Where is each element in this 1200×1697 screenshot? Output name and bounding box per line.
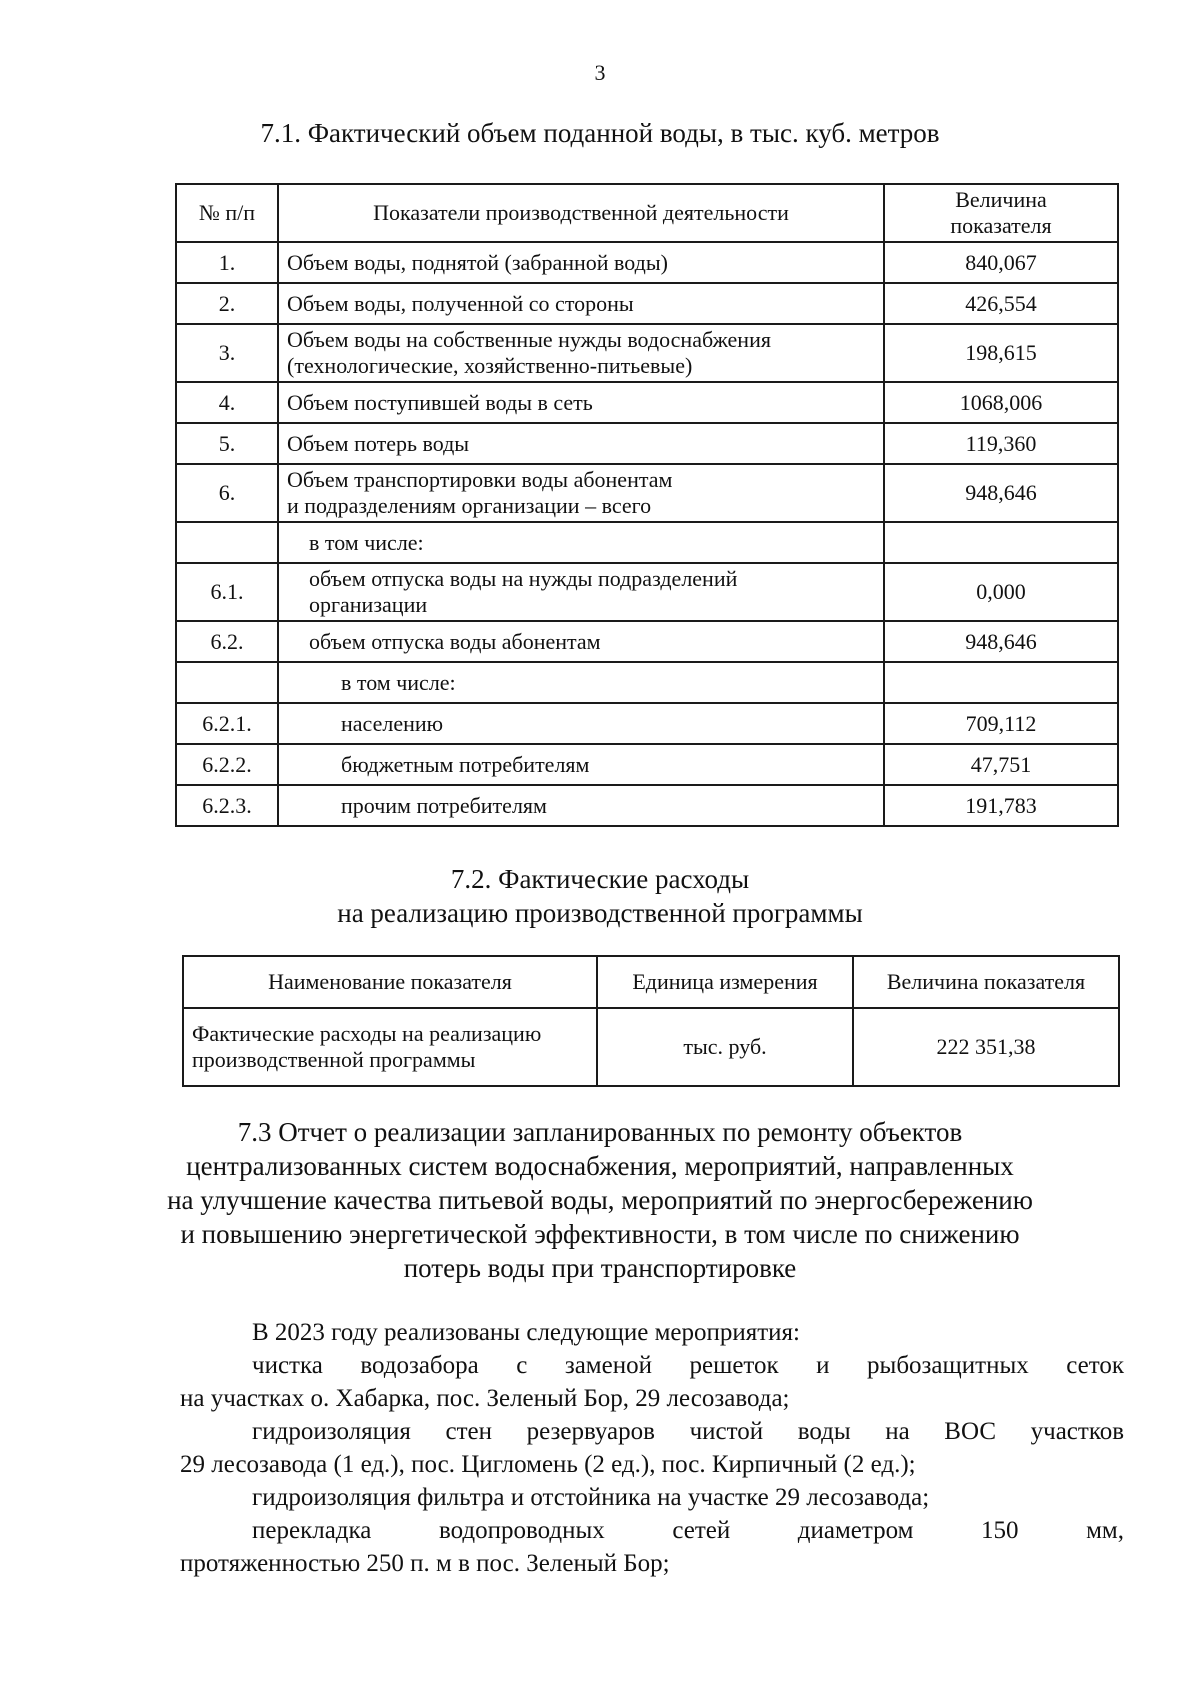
page-number: 3	[594, 60, 606, 85]
measure-item	[180, 1415, 1124, 1481]
water-volume-table	[175, 183, 1119, 827]
measure-line1: перекладка водопроводных сетей диаметром 150 мм,	[252, 1517, 1124, 1544]
row-num: 6.1.	[176, 563, 278, 621]
row-num: 4.	[176, 382, 278, 423]
expenses-table	[182, 955, 1120, 1087]
section-7-2-title-line1: 7.2. Фактические расходы	[450, 864, 750, 894]
row-name: Объем воды, поднятой (забранной воды)	[278, 242, 884, 283]
row-num: 1.	[176, 242, 278, 283]
table-row	[176, 423, 1118, 464]
row-num: 6.2.3.	[176, 785, 278, 826]
row-value: 840,067	[884, 242, 1118, 283]
header-num: № п/п	[176, 184, 278, 242]
row-num: 6.2.2.	[176, 744, 278, 785]
row-value: 119,360	[884, 423, 1118, 464]
row-value: 198,615	[884, 324, 1118, 382]
row-name: прочим потребителям	[278, 785, 884, 826]
table-row	[176, 382, 1118, 423]
table-row	[176, 522, 1118, 563]
row-value: 47,751	[884, 744, 1118, 785]
section-7-3-title-line: на улучшение качества питьевой воды, мероприятий по энергосбережению	[167, 1185, 1033, 1215]
row-name-line2: (технологические, хозяйственно-питьевые)	[287, 353, 693, 378]
row-name: объем отпуска воды абонентам	[278, 621, 884, 662]
row-name	[278, 324, 884, 382]
table-row	[176, 464, 1118, 522]
row-value: 0,000	[884, 563, 1118, 621]
row-num: 2.	[176, 283, 278, 324]
row-name-line2: производственной программы	[192, 1047, 476, 1072]
table-row	[176, 283, 1118, 324]
row-name-line1: Объем воды на собственные нужды водоснабжения	[287, 327, 771, 352]
table-row	[176, 563, 1118, 621]
section-7-3-title-line: потерь воды при транспортировке	[403, 1253, 797, 1283]
table-row	[176, 621, 1118, 662]
table-header-row	[183, 956, 1119, 1008]
row-num	[176, 522, 278, 563]
header-name: Показатели производственной деятельности	[278, 184, 884, 242]
row-value	[884, 522, 1118, 563]
section-7-3-title-line: 7.3 Отчет о реализации запланированных по ремонту объектов	[237, 1117, 963, 1147]
row-num	[176, 662, 278, 703]
row-num: 6.	[176, 464, 278, 522]
header-value-line2: показателя	[950, 213, 1052, 238]
row-value: 191,783	[884, 785, 1118, 826]
row-name-line2: и подразделениям организации – всего	[287, 493, 652, 518]
table-row	[176, 662, 1118, 703]
header-name: Наименование показателя	[183, 956, 597, 1008]
row-value: 948,646	[884, 464, 1118, 522]
row-value: 948,646	[884, 621, 1118, 662]
measure-line2: на участках о. Хабарка, пос. Зеленый Бор, 29 лесозавода;	[180, 1385, 790, 1412]
row-num: 5.	[176, 423, 278, 464]
measure-line1: чистка водозабора с заменой решеток и рыбозащитных сеток	[252, 1352, 1124, 1379]
section-7-2-title	[0, 862, 1200, 930]
row-name	[278, 464, 884, 522]
header-value	[884, 184, 1118, 242]
row-name-line1: Объем транспортировки воды абонентам	[287, 467, 673, 492]
row-unit: тыс. руб.	[597, 1008, 853, 1086]
row-name	[183, 1008, 597, 1086]
row-name: в том числе:	[278, 662, 884, 703]
measure-item	[180, 1349, 1124, 1415]
row-name: Объем потерь воды	[278, 423, 884, 464]
measure-line2: протяженностью 250 п. м в пос. Зеленый Бор;	[180, 1550, 670, 1577]
table-header-row	[176, 184, 1118, 242]
measures-intro: В 2023 году реализованы следующие мероприятия:	[252, 1319, 800, 1346]
row-num: 3.	[176, 324, 278, 382]
row-name: Объем поступившей воды в сеть	[278, 382, 884, 423]
measure-item: гидроизоляция фильтра и отстойника на участке 29 лесозавода;	[252, 1484, 930, 1511]
header-value-line1: Величина	[955, 187, 1047, 212]
row-name-line1: Фактические расходы на реализацию	[192, 1021, 542, 1046]
header-unit: Единица измерения	[597, 956, 853, 1008]
row-num: 6.2.	[176, 621, 278, 662]
table-row	[176, 785, 1118, 826]
table-row	[183, 1008, 1119, 1086]
row-value: 1068,006	[884, 382, 1118, 423]
table-row	[176, 744, 1118, 785]
row-value	[884, 662, 1118, 703]
row-value: 426,554	[884, 283, 1118, 324]
table-row	[176, 703, 1118, 744]
measure-line2: 29 лесозавода (1 ед.), пос. Цигломень (2 ед.), пос. Кирпичный (2 ед.);	[180, 1451, 916, 1478]
row-name	[278, 563, 884, 621]
row-name: Объем воды, полученной со стороны	[278, 283, 884, 324]
table-row	[176, 324, 1118, 382]
row-name: бюджетным потребителям	[278, 744, 884, 785]
row-name-line2: организации	[309, 592, 428, 617]
table-row	[176, 242, 1118, 283]
measure-item	[180, 1514, 1124, 1580]
section-7-3-title-line: и повышению энергетической эффективности, в том числе по снижению	[180, 1219, 1020, 1249]
row-name-line1: объем отпуска воды на нужды подразделений	[309, 566, 738, 591]
section-7-2-title-line2: на реализацию производственной программы	[337, 898, 863, 928]
section-7-1-title: 7.1. Фактический объем поданной воды, в тыс. куб. метров	[260, 118, 940, 148]
row-value: 222 351,38	[853, 1008, 1119, 1086]
section-7-3-title	[0, 1115, 1200, 1285]
row-name: в том числе:	[278, 522, 884, 563]
measure-line1: гидроизоляция стен резервуаров чистой воды на ВОС участков	[252, 1418, 1124, 1445]
section-7-3-title-line: централизованных систем водоснабжения, мероприятий, направленных	[186, 1151, 1014, 1181]
row-num: 6.2.1.	[176, 703, 278, 744]
header-value: Величина показателя	[853, 956, 1119, 1008]
row-name: населению	[278, 703, 884, 744]
row-value: 709,112	[884, 703, 1118, 744]
